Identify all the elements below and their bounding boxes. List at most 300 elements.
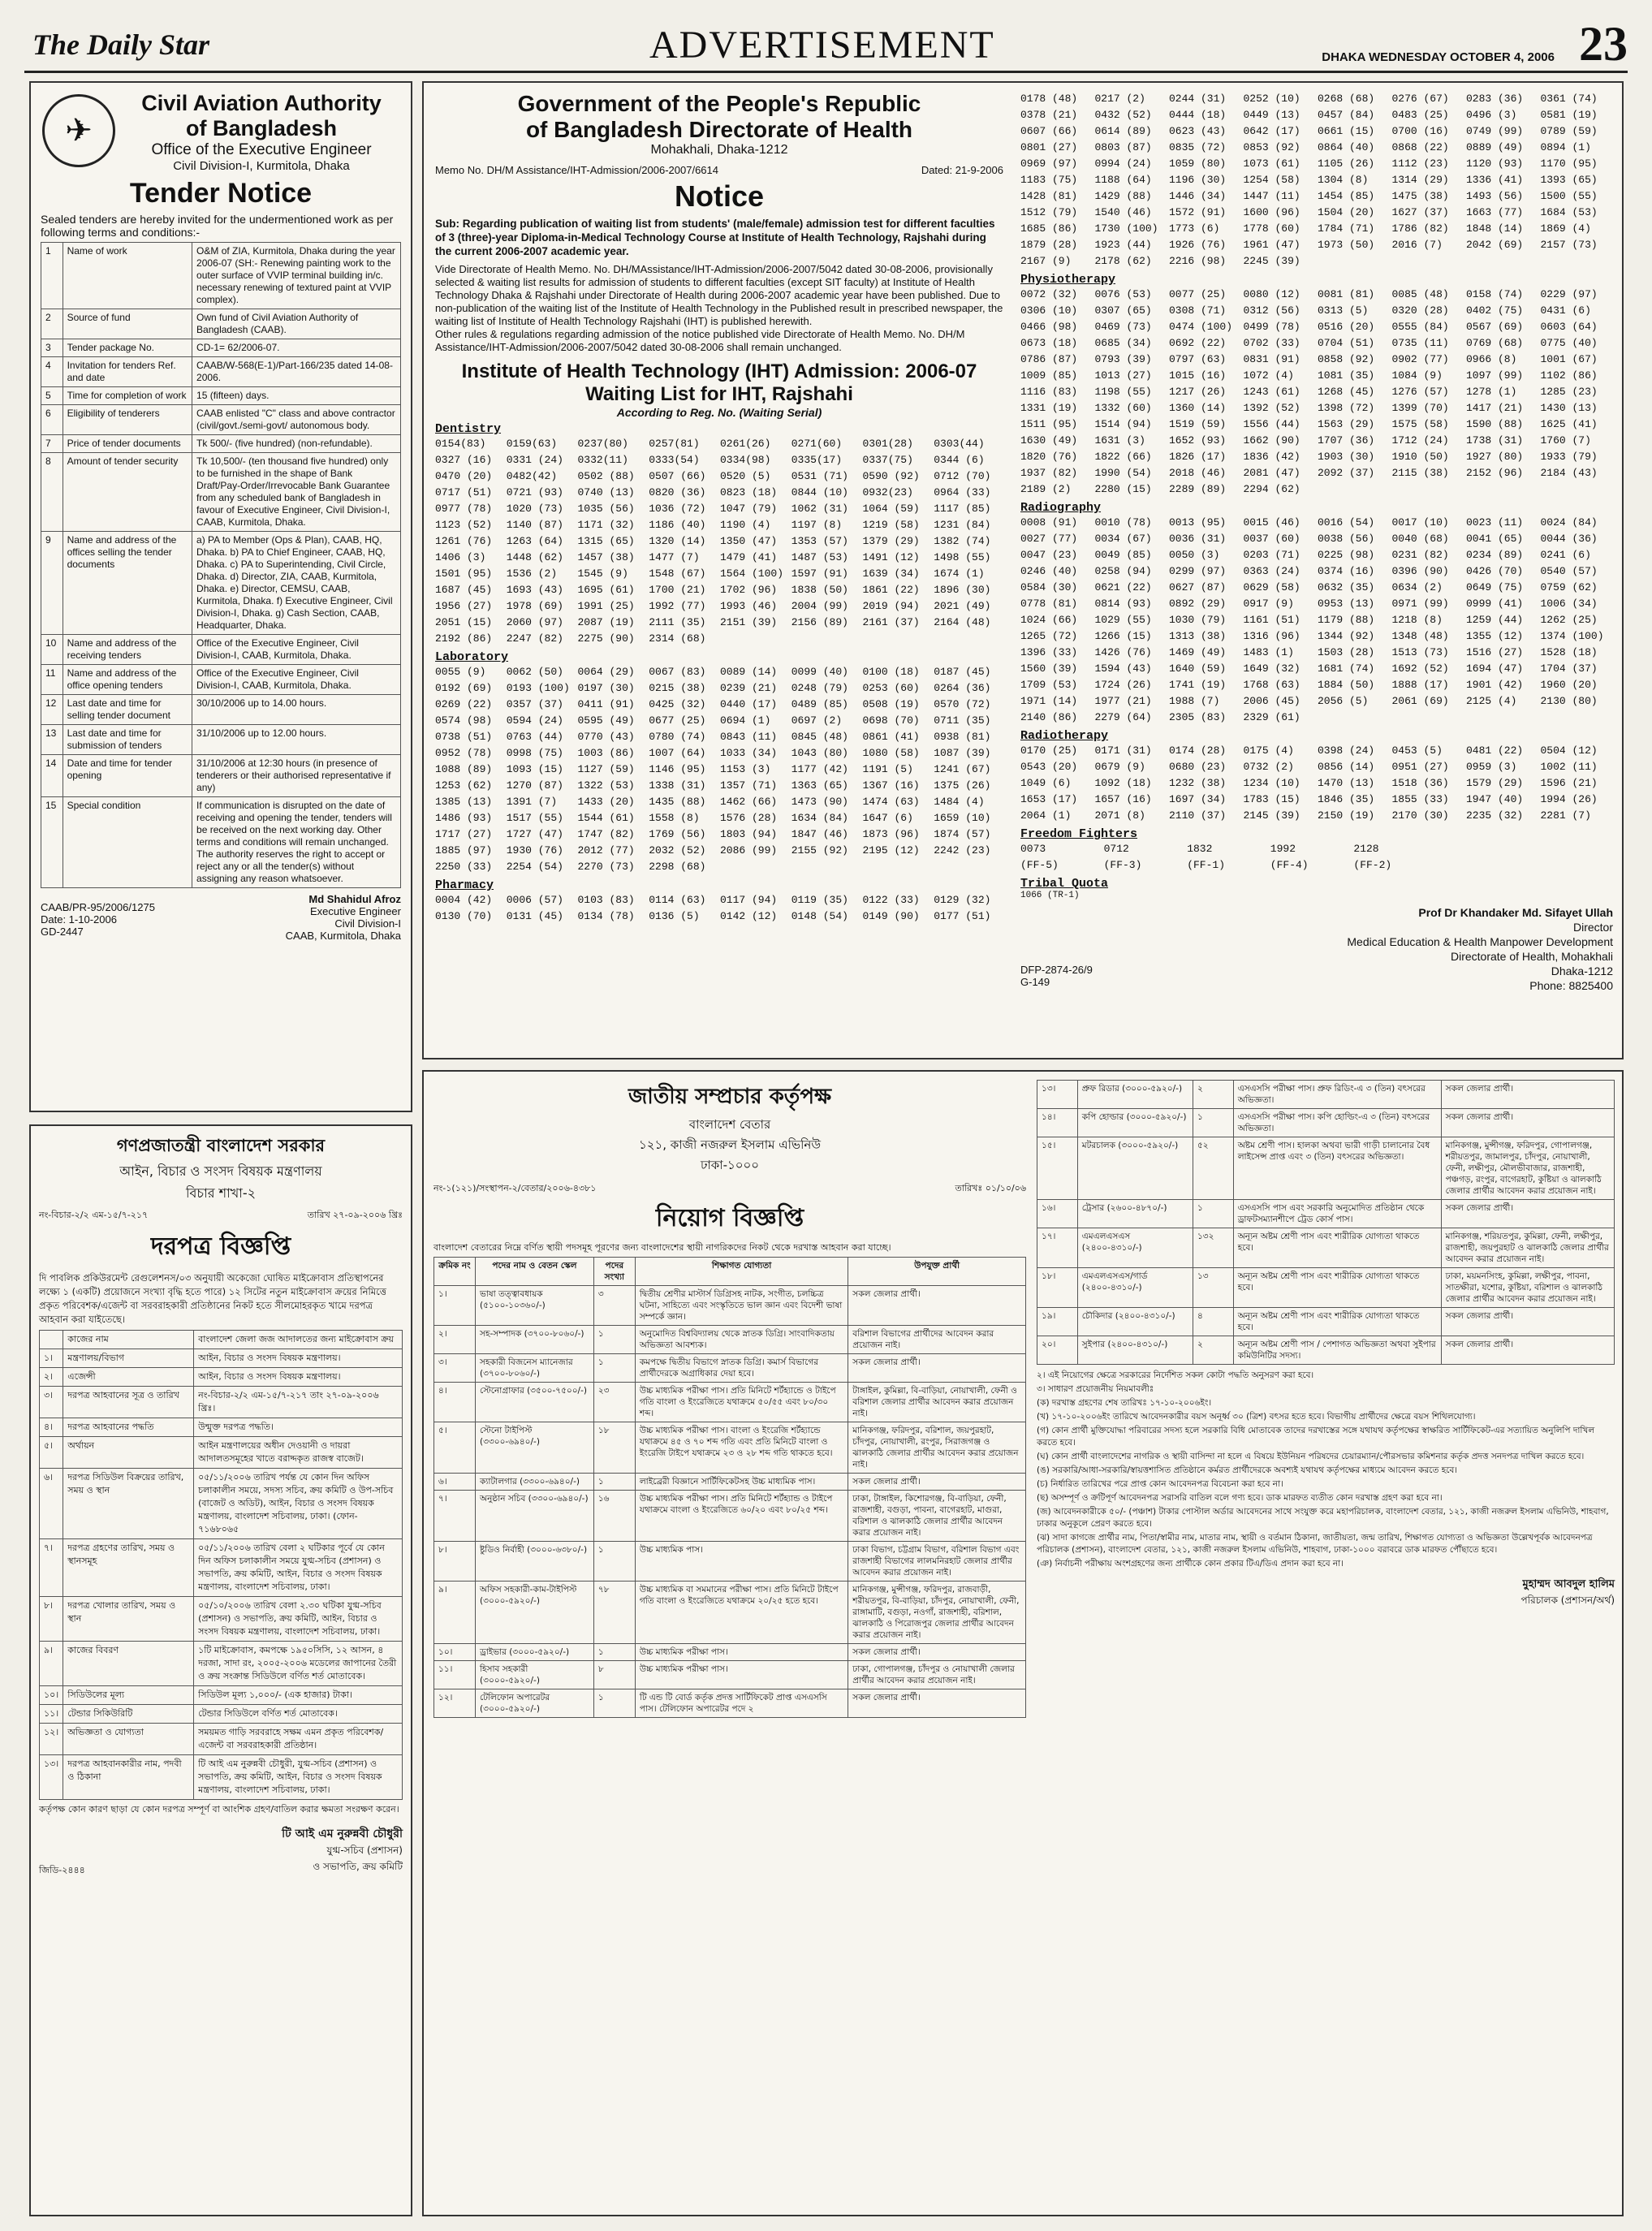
list-item: 0732 (2) <box>1243 761 1294 773</box>
list-item: 0864 (40) <box>1318 141 1375 153</box>
law-term-row-value: ১টি মাইক্রোবাস, কমপক্ষে ১৯৫০সিসি, ১২ আসন, ৪ দরজা, সাদা রং, ২০০৫-২০০৬ মডেলের জাপানের তৈরী ও ক্রয় সংক্রান্ত সিডিউলে বর্ণিত শর্ত মোতাবেক। <box>194 1642 403 1686</box>
nbc-note: (ছ) অসম্পূর্ণ ও ক্রটিপূর্ণ আবেদনপত্র সরাসরি বাতিল বলে গণ্য হবে। ডাক মারফত ব্যতীত কোন দরখাস্ত গ্রহণ করা হবে না। <box>1037 1493 1443 1503</box>
list-item: 0129 (32) <box>934 894 991 906</box>
list-item: 0499 (78) <box>1243 321 1300 333</box>
list-item: 0698 (70) <box>862 714 920 727</box>
physio-list <box>1020 287 1613 498</box>
nbc-post-row <box>434 1644 1026 1661</box>
list-item: 1783 (15) <box>1243 793 1300 805</box>
list-item: 1399 (70) <box>1391 402 1449 414</box>
list-item: 2161 (37) <box>862 616 920 628</box>
list-item: 1375 (26) <box>934 779 991 792</box>
list-item: 2151 (39) <box>720 616 778 628</box>
list-item: 2032 (52) <box>649 844 706 857</box>
list-item: 1462 (66) <box>720 796 778 808</box>
list-row <box>435 533 1003 550</box>
law-term-row-value: আইন মন্ত্রণালয়ের অধীন দেওয়ানী ও দায়রা আদালতসমূহের খাতে বরাদ্দকৃত রাজস্ব বাজেট। <box>194 1437 403 1469</box>
list-item: 1707 (36) <box>1318 434 1375 447</box>
list-row <box>435 582 1003 598</box>
list-item: 1639 (34) <box>862 567 920 580</box>
list-row <box>435 892 1003 908</box>
list-item: 1348 (48) <box>1391 630 1449 642</box>
caab-term-row-no: 5 <box>41 387 63 405</box>
nbc-post-cell: বরিশাল বিভাগের প্রার্থীদের আবেদন করার প্রয়োজন নাই। <box>848 1326 1026 1354</box>
list-item: 1545 (9) <box>577 567 628 580</box>
list-item: 1049 (6) <box>1020 777 1072 789</box>
nbc-post-cell: ১৩ <box>1193 1268 1233 1308</box>
law-term-row <box>40 1642 403 1686</box>
list-item: 1558 (8) <box>649 812 700 824</box>
nbc-post-row <box>434 1491 1026 1542</box>
list-row <box>1020 123 1613 140</box>
list-item: 0252 (10) <box>1243 93 1300 105</box>
list-item: 1973 (50) <box>1318 239 1375 251</box>
caab-term-row-value: Own fund of Civil Aviation Authority of Bangladesh (CAAB). <box>192 309 401 339</box>
list-item: 1579 (29) <box>1466 777 1524 789</box>
list-item: 2281 (7) <box>1540 809 1591 822</box>
list-item: 0595 (49) <box>577 714 635 727</box>
list-item: 0149 (90) <box>862 910 920 922</box>
list-item: 1848 (14) <box>1466 222 1524 235</box>
list-item: 0047 (23) <box>1020 549 1078 561</box>
list-item: 0225 (98) <box>1318 549 1375 561</box>
list-item: 2051 (15) <box>435 616 493 628</box>
list-item: 1161 (51) <box>1243 614 1300 626</box>
caab-term-row <box>41 635 401 665</box>
list-item: 0374 (16) <box>1318 565 1375 577</box>
list-item: 0685 (34) <box>1094 337 1152 349</box>
list-row <box>1020 449 1613 465</box>
list-item: 1930 (76) <box>506 844 563 857</box>
list-item: 0763 (44) <box>506 731 563 743</box>
list-item: 0759 (62) <box>1540 581 1598 593</box>
list-item: 0425 (32) <box>649 698 706 710</box>
list-item: 1470 (13) <box>1318 777 1375 789</box>
nbc-post-cell: সকল জেলার প্রার্থী। <box>1441 1081 1614 1109</box>
caab-office: Office of the Executive Engineer <box>151 141 372 158</box>
law-term-row-value: সিডিউল মূল্য ১,০০০/- (এক হাজার) টাকা। <box>194 1686 403 1705</box>
list-item: 1336 (41) <box>1466 174 1524 186</box>
list-item: 1517 (55) <box>506 812 563 824</box>
caab-term-row <box>41 435 401 453</box>
caab-term-row-value: 15 (fifteen) days. <box>192 387 401 405</box>
list-item: 0303(44) <box>934 438 985 450</box>
list-item: 0283 (36) <box>1466 93 1524 105</box>
nbc-post-cell: টাঙ্গাইল, কুমিল্লা, বি-বাড়িয়া, নোয়াখালী, ফেনী ও বরিশাল জেলার প্রার্থীর আবেদন করার প্রয়োজন নাই। <box>848 1383 1026 1422</box>
list-item: 0721 (93) <box>506 486 563 498</box>
law-term-row-label: টেন্ডার সিকিউরিটি <box>63 1705 194 1724</box>
list-item: 1355 (12) <box>1466 630 1524 642</box>
nbc-post-cell: মটরচালক (৩০০০-৫৯২০/-) <box>1077 1137 1193 1200</box>
list-item: 2060 (97) <box>506 616 563 628</box>
list-item: 0080 (12) <box>1243 288 1300 300</box>
dentistry-label: Dentistry <box>435 422 502 436</box>
list-row <box>435 566 1003 582</box>
list-item: 2019 (94) <box>862 600 920 612</box>
list-item: 0789 (59) <box>1540 125 1598 137</box>
law-term-row-no <box>40 1331 63 1349</box>
caab-term-row-no: 2 <box>41 309 63 339</box>
list-item: 0357 (37) <box>506 698 563 710</box>
list-item: 1491 (12) <box>862 551 920 563</box>
list-item: 1971 (14) <box>1020 695 1078 707</box>
list-item: 0797 (63) <box>1169 353 1227 365</box>
list-item: 2064 (1) <box>1020 809 1072 822</box>
list-item: 1693 (43) <box>506 584 563 596</box>
list-item: 1988 (7) <box>1169 695 1220 707</box>
list-item: 1483 (1) <box>1243 646 1294 658</box>
law-term-row-label: দরপত্র গ্রহণের তারিখ, সময় ও স্থানসমূহ <box>63 1539 194 1597</box>
list-item: 2086 (99) <box>720 844 778 857</box>
list-item: 0831 (91) <box>1243 353 1300 365</box>
nbc-post-cell: ১১। <box>434 1661 476 1689</box>
nbc-post-cell: লাইব্রেরী বিজ্ঞানে সার্টিফিকেটসহ উচ্চ মাধ্যমিক পাস। <box>635 1474 848 1491</box>
list-item: 1188 (64) <box>1094 174 1152 186</box>
nbc-post-cell: মানিকগঞ্জ, ফরিদপুর, বরিশাল, জয়পুরহাট, চাঁদপুর, নোয়াখালী, রংপুর, সিরাজগঞ্জ ও ঝালকাঠি জেলার প্রার্থীর আবেদন করার প্রয়োজন নাই। <box>848 1422 1026 1474</box>
caab-term-row-value: Office of the Executive Engineer, Civil Division-I, CAAB, Kurmitola, Dhaka. <box>192 665 401 695</box>
list-item: 0076 (53) <box>1094 288 1152 300</box>
list-item: 0917 (9) <box>1243 598 1294 610</box>
list-item: 1259 (44) <box>1466 614 1524 626</box>
nbc-post-row <box>434 1661 1026 1689</box>
list-item: 0902 (77) <box>1391 353 1449 365</box>
nbc-notice-title: নিয়োগ বিজ্ঞপ্তি <box>655 1204 804 1232</box>
caab-term-row-label: Price of tender documents <box>63 435 192 453</box>
list-item: 0363 (24) <box>1243 565 1300 577</box>
list-item: 1576 (28) <box>720 812 778 824</box>
nbc-post-cell: মানিকগঞ্জ, মুন্সীগঞ্জ, ফরিদপুর, রাজবাড়ী, শরীয়তপুর, বি-বাড়িয়া, চাঁদপুর, নোয়াখালী, ফেনী, রাঙ্গামাটি, বগুড়া, নওগাঁ, রাজশাহী, বরিশাল, ঝালকাঠি ও পিরোজপুর জেলার প্রার্থীর আবেদন করার প্রয়োজন নাই। <box>848 1582 1026 1644</box>
list-item: 0977 (78) <box>435 503 493 515</box>
nbc-post-cell: এসএসসি পরীক্ষা পাস। কপি হোল্ডিং-এ ৩ (তিন) বৎসরের অভিজ্ঞতা। <box>1233 1109 1441 1137</box>
nbc-header-cell: উপযুক্ত প্রার্থী <box>848 1258 1026 1286</box>
list-item: 2130 (80) <box>1540 695 1598 707</box>
list-item: 1536 (2) <box>506 567 558 580</box>
list-row <box>1020 352 1613 368</box>
nbc-header-cell: পদের সংখ্যা <box>593 1258 635 1286</box>
nbc-sig-title: পরিচালক (প্রশাসন/অর্থ) <box>1520 1594 1615 1606</box>
nbc-post-cell: দ্বিতীয় শ্রেণীর মাস্টার্স ডিগ্রিসহ নাটক, সংগীত, চলচ্চিত্র ঘটনা, সাহিত্যে এবং সংস্কৃতিতে ভাল জ্ঞান এবং বিদেশী ভাষা সম্পর্কে জ্ঞান। <box>635 1286 848 1326</box>
list-item: 0661 (15) <box>1318 125 1375 137</box>
list-item: 1832 <box>1187 843 1213 855</box>
list-row <box>435 615 1003 631</box>
radiography-list <box>1020 515 1613 726</box>
list-item: 1652 (93) <box>1169 434 1227 447</box>
law-term-row-label: মন্ত্রণালয়/বিভাগ <box>63 1349 194 1368</box>
list-item: 0241 (6) <box>1540 549 1591 561</box>
nbc-post-cell: উচ্চ মাধ্যমিক পরীক্ষা পাস। বাংলা ও ইংরেজি শর্টহ্যান্ডে যথাক্রমে ৪৫ ও ৭০ শব্দ গতি এবং প্রতি মিনিটে বাংলা ও ইংরেজি টাইপে যথাক্রমে ২৩ ও ২৮ শব্দ গতি থাকতে হবে। <box>635 1422 848 1474</box>
nbc-post-cell: ড্রাইভার (৩০০০-৫৯২০/-) <box>476 1644 594 1661</box>
list-item: 0041 (65) <box>1466 533 1524 545</box>
list-item: 2018 (46) <box>1169 467 1227 479</box>
list-item: 0932(23) <box>862 486 913 498</box>
law-term-row-no: ১০। <box>40 1686 63 1705</box>
nbc-title: জাতীয় সম্প্রচার কর্তৃপক্ষ <box>628 1085 832 1109</box>
list-item: 1820 (76) <box>1020 451 1078 463</box>
list-item: 1501 (95) <box>435 567 493 580</box>
list-item: 2152 (96) <box>1466 467 1524 479</box>
list-item: 1544 (61) <box>577 812 635 824</box>
caab-term-row-no: 3 <box>41 339 63 357</box>
list-item: 0334(98) <box>720 454 771 466</box>
nbc-notes <box>1037 1370 1615 1570</box>
law-term-row-no: ১। <box>40 1349 63 1368</box>
list-item: (FF-1) <box>1187 859 1225 871</box>
list-item: 1316 (96) <box>1243 630 1300 642</box>
nbc-post-cell: সকল জেলার প্রার্থী। <box>848 1474 1026 1491</box>
list-item: 1685 (86) <box>1020 222 1078 235</box>
list-item: 0253 (60) <box>862 682 920 694</box>
nbc-post-cell: উচ্চ মাধ্যমিক পরীক্ষা পাস। <box>635 1644 848 1661</box>
nbc-post-cell: সকল জেলার প্রার্থী। <box>848 1286 1026 1326</box>
list-item: 1888 (17) <box>1391 679 1449 691</box>
pharmacy-cont-list <box>1020 91 1613 270</box>
caab-term-row <box>41 665 401 695</box>
nbc-note: (ঝ) সাদা কাগজে প্রার্থীর নাম, পিতা/স্বামীর নাম, মাতার নাম, স্থায়ী ও বর্তমান ঠিকানা, জাতীয়তা, জন্ম তারিখ, শিক্ষাগত যোগ্যতা ও অভিজ্ঞতা উল্লেখপূর্বক আবেদনপত্র পরিচালক (প্রশাসন), বাংলাদেশ বেতার, ১২১, কাজী নজরুল ইসলাম এভিনিউ, শাহবাগ, ঢাকা-১০০০ বরাবরে ডাক মারফত পৌঁছাতে হবে। <box>1037 1533 1593 1555</box>
list-item: 0778 (81) <box>1020 598 1078 610</box>
list-row <box>435 468 1003 485</box>
list-item: 1874 (57) <box>934 828 991 840</box>
caab-term-row-no: 14 <box>41 755 63 797</box>
law-term-row-label: সিডিউলের মূল্য <box>63 1686 194 1705</box>
list-item: 1910 (50) <box>1391 451 1449 463</box>
caab-term-row-value: CAAB enlisted "C" class and above contractor (civil/govt./semi-govt/ autonomous body. <box>192 405 401 435</box>
list-item: 0844 (10) <box>791 486 848 498</box>
list-item: 2115 (38) <box>1391 467 1449 479</box>
nbc-post-row <box>1037 1268 1615 1308</box>
list-item: 1990 (54) <box>1094 467 1152 479</box>
nbc-post-cell: ৪ <box>1193 1308 1233 1336</box>
list-item: 1484 (4) <box>934 796 985 808</box>
list-item: 0994 (24) <box>1094 158 1152 170</box>
caab-signatory: Md Shahidul Afroz <box>308 893 401 905</box>
law-term-row-value: টি আই এম নুরুন্নবী চৌধুরী, যুগ্ম-সচিব (প্রশাসন) ও সভাপতি, ক্রয় কমিটি, আইন, বিচার ও সংসদ বিষয়ক মন্ত্রণালয়, বাংলাদেশ সচিবালয়, ঢাকা। <box>194 1755 403 1800</box>
nbc-note: ৩। সাধারণ প্রয়োজনীয় নিয়মাবলীঃ <box>1037 1384 1154 1394</box>
caab-term-row-value: O&M of ZIA, Kurmitola, Dhaka during the year 2006-07 (SH:- Renewing painting work to the outer surface of VVIP terminal building in/c. necessary renewing of textured paint at VVIP complex). <box>192 243 401 309</box>
list-row <box>1020 465 1613 481</box>
list-item: 0694 (1) <box>720 714 771 727</box>
caab-term-row-value: Office of the Executive Engineer, Civil Division-I, CAAB, Kurmitola, Dhaka. <box>192 635 401 665</box>
list-row <box>1020 188 1613 205</box>
nbc-note: ২। এই নিয়োগের ক্ষেত্রে সরকারের নির্দেশিত সকল কোটা পদ্ধতি অনুসরণ করা হবে। <box>1037 1370 1314 1380</box>
list-item: 0793 (39) <box>1094 353 1152 365</box>
law-term-row-value: ০৫/১১/২০০৬ তারিখ বেলা ২ ঘটিকার পূর্বে যে কোন দিন অফিস চলাকালীন সময়ে যুগ্ম-সচিব (প্রশাসন) ও সভাপতি, ক্রয় কমিটি, আইন, বিচার ও সংসদ বিষয়ক মন্ত্রণালয়, বাংলাদেশ সচিবালয়, ঢাকা। <box>194 1539 403 1597</box>
list-item: 0193 (100) <box>506 682 570 694</box>
caab-org-line1: Civil Aviation Authority <box>141 91 382 115</box>
nbc-memo: নং-১(১২১)/সংস্থাপন-২/বেতার/২০০৬-৪৩৮১ <box>433 1183 597 1193</box>
list-item: 0308 (71) <box>1169 304 1227 317</box>
nbc-post-row <box>1037 1336 1615 1365</box>
nbc-post-cell: ৫। <box>434 1422 476 1474</box>
list-item: 0306 (10) <box>1020 304 1078 317</box>
list-item: 1724 (26) <box>1094 679 1152 691</box>
list-item: 1991 (25) <box>577 600 635 612</box>
nbc-post-row <box>1037 1137 1615 1200</box>
list-item: 1379 (29) <box>862 535 920 547</box>
list-row <box>1020 580 1613 596</box>
list-item: 1219 (58) <box>862 519 920 531</box>
list-item: 0621 (22) <box>1094 581 1152 593</box>
nbc-post-cell: মানিকগঞ্জ, শরিয়তপুর, কুমিল্লা, ফেনী, লক্ষীপুর, রাজশাহী, জয়পুরহাট ও ঝালকাঠি জেলার প্রার্থীর আবেদন করার প্রয়োজন নাই। <box>1441 1228 1614 1268</box>
list-item: 2184 (43) <box>1540 467 1598 479</box>
list-item: 1217 (26) <box>1169 386 1227 398</box>
list-item: 2006 (45) <box>1243 695 1300 707</box>
list-item: 0307 (65) <box>1094 304 1152 317</box>
list-item: 1268 (45) <box>1318 386 1375 398</box>
list-item: 1382 (74) <box>934 535 991 547</box>
list-item: 0100 (18) <box>862 666 920 678</box>
nbc-post-cell: ৮ <box>593 1661 635 1689</box>
list-row <box>1020 743 1613 759</box>
nbc-post-cell: প্রুফ রিডার (৩০০০-৫৯২০/-) <box>1077 1081 1193 1109</box>
list-item: 1435 (88) <box>649 796 706 808</box>
nbc-note: (ক) দরখাস্ত গ্রহণের শেষ তারিখঃ ১৭-১০-২০০৬ইং। <box>1037 1398 1212 1408</box>
list-item: 1563 (29) <box>1318 418 1375 430</box>
list-item: 0516 (20) <box>1318 321 1375 333</box>
caab-term-row-label: Tender package No. <box>63 339 192 357</box>
list-item: 2245 (39) <box>1243 255 1300 267</box>
nbc-post-cell: ১০। <box>434 1644 476 1661</box>
list-item: 1092 (18) <box>1094 777 1152 789</box>
list-item: 1363 (65) <box>791 779 848 792</box>
list-item: 1923 (44) <box>1094 239 1152 251</box>
list-item: 2061 (69) <box>1391 695 1449 707</box>
list-item: 0574 (98) <box>435 714 493 727</box>
list-row <box>1020 792 1613 808</box>
list-row <box>1020 596 1613 612</box>
list-item: 2092 (37) <box>1318 467 1375 479</box>
list-item: 1314 (29) <box>1391 174 1449 186</box>
caab-term-row-no: 1 <box>41 243 63 309</box>
caab-term-row-no: 11 <box>41 665 63 695</box>
law-term-row <box>40 1469 403 1539</box>
list-item: 1001 (67) <box>1540 353 1598 365</box>
nbc-posts-table-left <box>433 1257 1026 1718</box>
list-item: 1243 (61) <box>1243 386 1300 398</box>
nbc-note: (জ) আবেদনকারীকে ৫০/- (পঞ্চাশ) টাকার পোস্টাল অর্ডার আবেদনের সাথে সংযুক্ত করে মহাপরিচালক, বাংলাদেশ বেতার, ১২১, কাজী নজরুল ইসলাম এভিনিউ, শাহবাগ, ঢাকার অনুকূলে প্রেরণ করতে হবে। <box>1037 1507 1609 1529</box>
list-item: 1896 (30) <box>934 584 991 596</box>
list-item: 2329 (61) <box>1243 711 1300 723</box>
list-item: 0649 (75) <box>1466 581 1524 593</box>
list-item: 1266 (15) <box>1094 630 1152 642</box>
nbc-post-cell: ১২। <box>434 1689 476 1718</box>
list-item: 0889 (49) <box>1466 141 1524 153</box>
list-item: 1146 (95) <box>649 763 706 775</box>
caab-term-row-label: Source of fund <box>63 309 192 339</box>
list-row <box>435 631 1003 647</box>
nbc-post-cell: স্টেনোগ্রাফার (৩৫০০-৭৫০০/-) <box>476 1383 594 1422</box>
law-term-row <box>40 1724 403 1755</box>
list-item: 0396 (90) <box>1391 565 1449 577</box>
ff-label: Freedom Fighters <box>1020 827 1138 841</box>
nbc-post-row <box>1037 1200 1615 1228</box>
nbc-intro: বাংলাদেশ বেতারের নিম্নে বর্ণিত স্থায়ী পদসমূহ পূরণের জন্য বাংলাদেশের স্থায়ী নাগরিকদের নিকট থেকে দরখাস্ত আহবান করা যাচ্ছে। <box>433 1242 891 1253</box>
list-item: 1594 (43) <box>1094 662 1152 675</box>
caab-gd: GD-2447 <box>41 926 84 938</box>
caab-sig-div: Civil Division-I <box>334 917 401 930</box>
list-item: 1512 (79) <box>1020 206 1078 218</box>
caab-term-row-label: Name of work <box>63 243 192 309</box>
nbc-post-cell: ৩। <box>434 1354 476 1383</box>
list-item: 0594 (24) <box>506 714 563 727</box>
list-item: 0590 (92) <box>862 470 920 482</box>
law-ref: জিডি-২৪৪৪ <box>39 1865 85 1875</box>
list-item: 2305 (83) <box>1169 711 1227 723</box>
list-item: 0335(17) <box>791 454 843 466</box>
list-item: 1033 (34) <box>720 747 778 759</box>
caab-term-row-no: 6 <box>41 405 63 435</box>
list-item: 0313 (5) <box>1318 304 1369 317</box>
list-item: 1884 (50) <box>1318 679 1375 691</box>
caab-term-row-value: Tk 10,500/- (ten thousand five hundred) only to be furnished in the shape of Bank Draft/Pay-Order/Irrevocable Bank Guarantee from any scheduled bank of Bangladesh in favour of Executive Engineer, Civil Division-I, CAAB, Kurmitola, Dhaka. <box>192 453 401 532</box>
dgh-body2: Other rules & regulations regarding admission of the notice published vide Directorate of Health Memo. No. DH/M Assistance/IHT-Admission/2006-2007/5042 dated 30-08-2006 shall remain unchanged. <box>435 328 965 353</box>
law-ministry: আইন, বিচার ও সংসদ বিষয়ক মন্ত্রণালয় <box>119 1163 322 1179</box>
list-item: 0607 (66) <box>1020 125 1078 137</box>
list-item: 0197 (30) <box>577 682 635 694</box>
list-item: 0055 (9) <box>435 666 486 678</box>
nbc-post-cell: মানিকগঞ্জ, মুন্সীগঞ্জ, ফরিদপুর, গোপালগঞ্জ, শরীয়তপুর, জামালপুর, চাঁদপুর, নোয়াখালী, ফেনী, লক্ষীপুর, মৌলভীবাজার, রাজশাহী, পঞ্চগড়, রংপুর, বাগেরহাট, কুষ্টিয়া ও ঝালকাঠি জেলার প্রার্থীর আবেদন করার প্রয়োজন নাই। <box>1441 1137 1614 1200</box>
nbc-post-cell: ১৩২ <box>1193 1228 1233 1268</box>
list-row <box>435 762 1003 778</box>
list-item: 2087 (19) <box>577 616 635 628</box>
nbc-header-cell: ক্রমিক নং <box>434 1258 476 1286</box>
nbc-note: (খ) ১৭-১০-২০০৬ইং তারিখে আবেদনকারীর বয়স অনূর্ধ্ব ৩০ (ত্রিশ) বৎসর হতে হবে। বিভাগীয় প্রার্থীদের ক্ষেত্রে বয়স শিথিলযোগ্য। <box>1037 1412 1476 1422</box>
list-item: 0440 (17) <box>720 698 778 710</box>
list-item: 0603 (64) <box>1540 321 1598 333</box>
nbc-note: (ঞ) নির্বাচনী পরীক্ষায় অংশগ্রহণের জন্য প্রার্থীকে কোন প্রকার টিএ/ডিএ প্রদান করা হবে না। <box>1037 1559 1344 1569</box>
list-item: 1035 (56) <box>577 503 635 515</box>
nbc-post-cell: ২। <box>434 1326 476 1354</box>
law-term-row <box>40 1686 403 1705</box>
nbc-post-cell: উচ্চ মাধ্যমিক পরীক্ষা পাস। প্রতি মিনিটে শর্টহ্যান্ড ও টাইপে যথাক্রমে বাংলা ও ইংরেজিতে ৬০/২০ এবং ৮০/২৫ শব্দ। <box>635 1491 848 1542</box>
law-title: দরপত্র বিজ্ঞপ্তি <box>150 1232 291 1261</box>
list-item: 0085 (48) <box>1391 288 1449 300</box>
caab-ref: CAAB/PR-95/2006/1275 <box>41 901 155 913</box>
caab-term-row-label: Name and address of the receiving tenders <box>63 635 192 665</box>
list-item: 0089 (14) <box>720 666 778 678</box>
list-item: 1937 (82) <box>1020 467 1078 479</box>
list-item: 1322 (53) <box>577 779 635 792</box>
nbc-post-row <box>434 1474 1026 1491</box>
list-row <box>1020 547 1613 563</box>
list-row <box>435 598 1003 615</box>
caab-term-row <box>41 755 401 797</box>
list-row <box>435 908 1003 925</box>
list-item: 0780 (74) <box>649 731 706 743</box>
list-row <box>1020 433 1613 449</box>
list-item: 1869 (4) <box>1540 222 1591 235</box>
section-title: ADVERTISEMENT <box>649 24 995 67</box>
nbc-post-row <box>434 1286 1026 1326</box>
dgh-sig-dept: Medical Education & Health Manpower Development <box>1347 935 1613 948</box>
list-row <box>1020 253 1613 270</box>
list-item: 2164 (48) <box>934 616 991 628</box>
list-item: 2294 (62) <box>1243 483 1300 495</box>
list-item: 1674 (1) <box>934 567 985 580</box>
list-item: 1007 (64) <box>649 747 706 759</box>
list-item: 2021 (49) <box>934 600 991 612</box>
list-item: 0136 (5) <box>649 910 700 922</box>
caab-org-line2: of Bangladesh <box>185 116 338 140</box>
list-item: 0749 (99) <box>1466 125 1524 137</box>
list-item: 2250 (33) <box>435 861 493 873</box>
list-row <box>1020 205 1613 221</box>
list-item: 1081 (35) <box>1318 369 1375 382</box>
list-item: 0469 (73) <box>1094 321 1152 333</box>
list-item: 2156 (89) <box>791 616 848 628</box>
list-item: 0712 (70) <box>934 470 991 482</box>
caab-logo-icon: ✈ <box>42 94 115 167</box>
list-item: 2111 (35) <box>649 616 706 628</box>
